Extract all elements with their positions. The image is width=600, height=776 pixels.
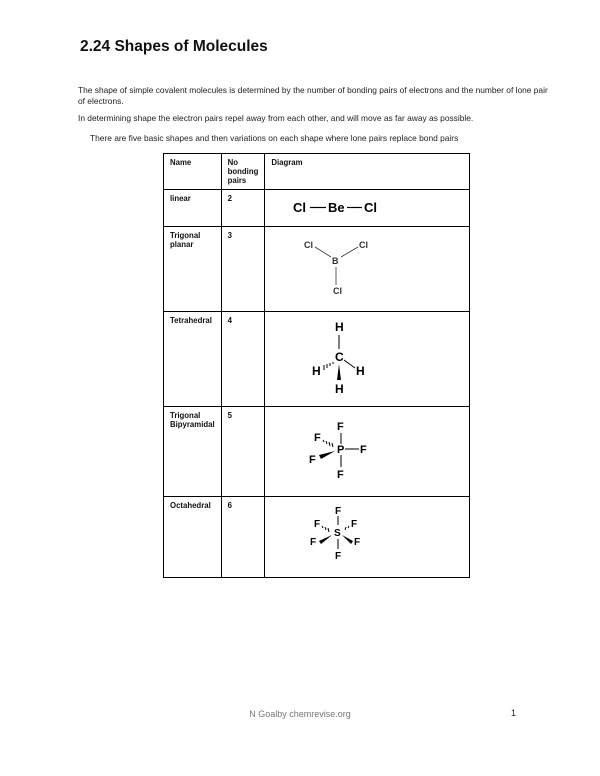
atom-label: Cl	[364, 200, 378, 215]
hashed-bond	[345, 526, 349, 530]
wedge-bond	[337, 364, 341, 380]
diagram-cell	[265, 227, 470, 312]
hashed-bond	[324, 362, 333, 370]
atom-label: F	[354, 537, 361, 548]
intro-paragraph-2: In determining shape the electron pairs repel away from each other, and will move as far away as possible.	[78, 113, 474, 123]
trigonal-bipyramidal-diagram	[271, 411, 463, 492]
shape-name: Trigonal planar	[164, 227, 222, 312]
atom-label: F	[335, 506, 342, 517]
table-row	[164, 190, 470, 227]
hashed-bond	[322, 526, 329, 532]
bond	[315, 247, 331, 257]
bonding-pairs-count: 3	[221, 227, 265, 312]
page-number: 1	[511, 708, 517, 718]
table-row	[164, 497, 470, 578]
bonding-pairs-count: 4	[221, 312, 265, 407]
atom-label: Cl	[359, 240, 369, 250]
atom-label: F	[360, 444, 368, 456]
footer-credit: N Goalby chemrevise.org	[249, 709, 351, 719]
bonding-pairs-count: 6	[221, 497, 265, 578]
diagram-cell	[265, 190, 470, 227]
atom-label: F	[310, 537, 317, 548]
atom-label: F	[314, 519, 321, 530]
atom-label: B	[332, 256, 339, 266]
octahedral-diagram	[271, 501, 463, 573]
atom-label: Be	[328, 200, 345, 215]
atom-label: H	[312, 364, 322, 378]
table-row	[164, 312, 470, 407]
bond	[341, 247, 358, 257]
atom-label: Cl	[293, 200, 307, 215]
atom-label: H	[356, 364, 366, 378]
atom-label: F	[337, 421, 345, 433]
intro-paragraph-1: The shape of simple covalent molecules is determined by the number of bonding pairs of electrons and the number of lone pair of electrons.	[78, 85, 548, 106]
atom-label: F	[309, 454, 317, 466]
wedge-bond	[319, 451, 335, 459]
bond	[344, 360, 355, 368]
table-header-row	[164, 154, 470, 190]
diagram-cell	[265, 312, 470, 407]
shape-name: Octahedral	[164, 497, 222, 578]
shapes-table	[163, 153, 470, 578]
page-title: 2.24 Shapes of Molecules	[80, 38, 268, 55]
atom-label: F	[337, 469, 345, 481]
table-row	[164, 227, 470, 312]
header-name: Name	[164, 154, 222, 190]
shape-name: linear	[164, 190, 222, 227]
atom-label: H	[335, 320, 345, 334]
atom-label: F	[351, 519, 358, 530]
wedge-bond	[319, 535, 332, 544]
shape-name: Tetrahedral	[164, 312, 222, 407]
diagram-cell	[265, 497, 470, 578]
atom-label: P	[337, 444, 345, 456]
trigonal-planar-diagram	[271, 231, 463, 307]
atom-label: F	[335, 551, 342, 562]
intro-paragraph-3: There are five basic shapes and then variations on each shape where lone pairs replace bond pairs	[90, 133, 459, 143]
linear-diagram	[271, 194, 463, 222]
atom-label: C	[335, 350, 345, 364]
bonding-pairs-count: 2	[221, 190, 265, 227]
atom-label: S	[334, 528, 342, 539]
wedge-bond	[342, 535, 353, 544]
diagram-cell	[265, 407, 470, 497]
atom-label: Cl	[333, 286, 343, 296]
atom-label: F	[314, 432, 322, 444]
shape-name: Trigonal Bipyramidal	[164, 407, 222, 497]
header-bonding-pairs: No bonding pairs	[221, 154, 265, 190]
table-row	[164, 407, 470, 497]
bonding-pairs-count: 5	[221, 407, 265, 497]
tetrahedral-diagram	[271, 316, 463, 402]
atom-label: H	[335, 382, 345, 396]
atom-label: Cl	[304, 240, 314, 250]
header-diagram: Diagram	[265, 154, 470, 190]
hashed-bond	[323, 440, 333, 447]
